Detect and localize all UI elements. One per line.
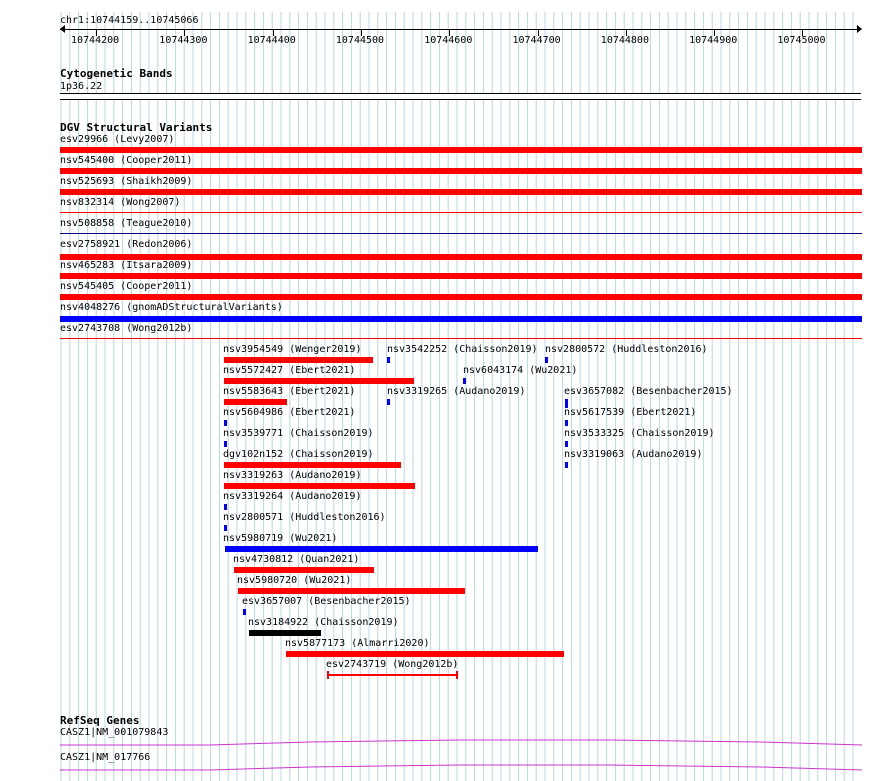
dgv-feature-label: nsv3319264 (Audano2019) xyxy=(223,491,362,502)
dgv-feature-label: nsv2800571 (Huddleston2016) xyxy=(223,512,386,523)
dgv-feature-label: dgv102n152 (Chaisson2019) xyxy=(223,449,374,460)
dgv-feature-label: nsv3319263 (Audano2019) xyxy=(223,470,362,481)
dgv-feature-bar[interactable] xyxy=(60,273,862,279)
ruler-tick-label: 10744800 xyxy=(600,35,649,46)
dgv-feature-bar[interactable] xyxy=(60,233,862,234)
dgv-feature-label: nsv6043174 (Wu2021) xyxy=(463,365,578,376)
dgv-feature-bar[interactable] xyxy=(225,546,538,552)
dgv-feature-label: nsv3954549 (Wenger2019) xyxy=(223,344,362,355)
dgv-feature-bar[interactable] xyxy=(243,609,246,615)
dgv-feature-bar[interactable] xyxy=(249,630,321,636)
refseq-gene-label: CASZ1|NM_001079843 xyxy=(60,727,169,738)
dgv-feature-bar[interactable] xyxy=(224,378,414,384)
dgv-feature-endcap xyxy=(327,671,329,679)
refseq-intron-line xyxy=(60,765,862,770)
dgv-feature-label: nsv5980719 (Wu2021) xyxy=(223,533,338,544)
ruler-tick-label: 10745000 xyxy=(777,35,826,46)
dgv-feature-bar[interactable] xyxy=(286,651,564,657)
dgv-feature-bar[interactable] xyxy=(224,483,415,489)
refseq-gene-model[interactable] xyxy=(60,737,862,747)
dgv-feature-label: nsv5572427 (Ebert2021) xyxy=(223,365,356,376)
cytoband-track-title[interactable]: Cytogenetic Bands xyxy=(60,67,173,80)
ruler-left-arrow-icon xyxy=(60,25,65,33)
dgv-feature-bar[interactable] xyxy=(224,441,227,447)
dgv-row-label: nsv525693 (Shaikh2009) xyxy=(60,176,193,187)
ruler-tick-label: 10744300 xyxy=(159,35,208,46)
ruler-title: chr1:10744159..10745066 xyxy=(60,15,199,26)
dgv-feature-bar[interactable] xyxy=(60,316,862,322)
dgv-feature-bar[interactable] xyxy=(565,462,568,468)
dgv-feature-bar[interactable] xyxy=(387,399,390,405)
ruler-tick-label: 10744400 xyxy=(247,35,296,46)
dgv-row-label: nsv545405 (Cooper2011) xyxy=(60,281,193,292)
dgv-feature-label: esv3657007 (Besenbacher2015) xyxy=(242,596,411,607)
dgv-feature-label: nsv3319063 (Audano2019) xyxy=(564,449,703,460)
dgv-feature-label: nsv5604986 (Ebert2021) xyxy=(223,407,356,418)
dgv-feature-label: nsv3539771 (Chaisson2019) xyxy=(223,428,374,439)
dgv-feature-label: nsv3533325 (Chaisson2019) xyxy=(564,428,715,439)
ruler-tick-label: 10744200 xyxy=(71,35,120,46)
dgv-feature-bar[interactable] xyxy=(60,294,862,300)
dgv-feature-bar[interactable] xyxy=(463,378,466,384)
dgv-row-label: esv2758921 (Redon2006) xyxy=(60,239,193,250)
dgv-row-label: nsv832314 (Wong2007) xyxy=(60,197,181,208)
dgv-feature-bar[interactable] xyxy=(60,338,862,339)
dgv-feature-bar[interactable] xyxy=(224,357,373,363)
dgv-feature-label: nsv3542252 (Chaisson2019) xyxy=(387,344,538,355)
ruler-axis xyxy=(60,29,861,30)
dgv-row-label: esv29966 (Levy2007) xyxy=(60,134,175,145)
dgv-feature-bar[interactable] xyxy=(224,462,401,468)
dgv-feature-bar[interactable] xyxy=(60,189,862,195)
cytoband-band[interactable] xyxy=(60,93,861,100)
dgv-feature-label: nsv2800572 (Huddleston2016) xyxy=(545,344,708,355)
dgv-feature-label: nsv5980720 (Wu2021) xyxy=(237,575,352,586)
dgv-feature-bar[interactable] xyxy=(234,567,374,573)
dgv-feature-bar[interactable] xyxy=(545,357,548,363)
ruler-tick-label: 10744500 xyxy=(335,35,385,46)
dgv-feature-bar[interactable] xyxy=(224,525,227,531)
dgv-row-label: nsv465283 (Itsara2009) xyxy=(60,260,193,271)
dgv-row-label: esv2743708 (Wong2012b) xyxy=(60,323,193,334)
dgv-track-title[interactable]: DGV Structural Variants xyxy=(60,121,213,134)
ruler-tick-label: 10744600 xyxy=(424,35,473,46)
dgv-feature-bar[interactable] xyxy=(60,212,862,213)
ruler-tick-label: 10744900 xyxy=(689,35,738,46)
dgv-feature-bar[interactable] xyxy=(224,504,227,510)
ruler-right-arrow-icon xyxy=(857,25,862,33)
dgv-feature-label: esv3657082 (Besenbacher2015) xyxy=(564,386,733,397)
dgv-feature-endcap xyxy=(456,671,458,679)
dgv-feature-bar[interactable] xyxy=(60,168,862,174)
dgv-row-label: nsv4048276 (gnomADStructuralVariants) xyxy=(60,302,283,313)
dgv-row-label: nsv545400 (Cooper2011) xyxy=(60,155,193,166)
dgv-feature-label: nsv5877173 (Almarri2020) xyxy=(285,638,430,649)
dgv-feature-label: nsv5583643 (Ebert2021) xyxy=(223,386,356,397)
dgv-feature-bar[interactable] xyxy=(224,420,227,426)
dgv-row-label: nsv508858 (Teague2010) xyxy=(60,218,193,229)
dgv-feature-bar[interactable] xyxy=(60,147,862,153)
refseq-gene-model[interactable] xyxy=(60,762,862,772)
dgv-feature-bar[interactable] xyxy=(327,674,458,676)
dgv-feature-label: nsv3319265 (Audano2019) xyxy=(387,386,526,397)
dgv-feature-bar[interactable] xyxy=(565,420,568,426)
dgv-feature-label: nsv3184922 (Chaisson2019) xyxy=(248,617,399,628)
dgv-feature-bar[interactable] xyxy=(238,588,465,594)
refseq-intron-line xyxy=(60,740,862,745)
refseq-track-title[interactable]: RefSeq Genes xyxy=(60,714,140,727)
dgv-feature-bar[interactable] xyxy=(565,441,568,447)
dgv-feature-bar[interactable] xyxy=(224,399,287,405)
dgv-feature-label: nsv5617539 (Ebert2021) xyxy=(564,407,697,418)
ruler-tick-label: 10744700 xyxy=(512,35,561,46)
cytoband-label: 1p36.22 xyxy=(60,81,103,92)
dgv-feature-label: nsv4730812 (Quan2021) xyxy=(233,554,360,565)
refseq-gene-label: CASZ1|NM_017766 xyxy=(60,752,151,763)
dgv-feature-label: esv2743719 (Wong2012b) xyxy=(326,659,459,670)
dgv-feature-bar[interactable] xyxy=(387,357,390,363)
